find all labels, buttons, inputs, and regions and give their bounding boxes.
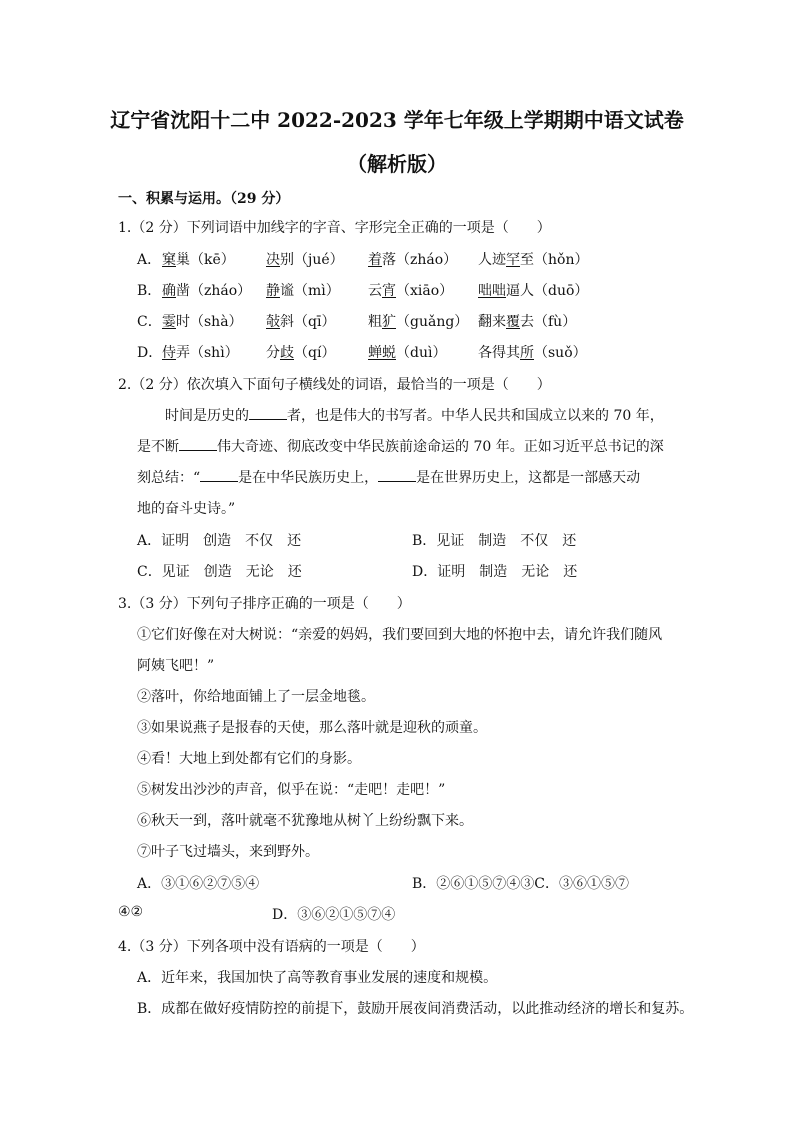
question-1-word: 着落（zháo）: [368, 252, 458, 268]
question-3-sentence: ④看！大地上到处都有它们的身影。: [137, 751, 361, 767]
underlined-character: 覆: [506, 314, 520, 330]
question-3-sentence: ②落叶，你给地面铺上了一层金地毯。: [137, 689, 375, 705]
question-3-stem: 3.（3 分）下列句子排序正确的一项是（ ）: [118, 596, 411, 612]
question-2-passage-line4: 地的奋斗史诗。”: [137, 501, 236, 517]
question-1-option-letter: D．: [137, 345, 163, 361]
question-1-word: 人迹罕至（hǒn）: [478, 252, 589, 268]
question-4-option-b: B．成都在做好疫情防控的前提下，鼓励开展夜间消费活动，以此推动经济的增长和复苏。: [137, 1001, 694, 1017]
underlined-character: 侍: [162, 345, 176, 361]
question-2-option-d: D．证明 制造 无论 还: [412, 564, 578, 580]
underlined-character: 静: [266, 283, 280, 299]
question-3-option-c-cont: ④②: [118, 904, 144, 920]
question-2-passage-line2: 是不断 伟大奇迹、彻底改变中华民族前途命运的 70 年。正如习近平总书记的深: [137, 439, 664, 455]
question-1-word: 咄咄逼人（duō）: [478, 283, 589, 299]
fill-blank[interactable]: [249, 407, 287, 420]
document-subtitle: （解析版）: [347, 152, 447, 176]
question-2-passage-line3: 刻总结：“ 是在中华民族历史上， 是在世界历史上，这都是一部感天动: [137, 470, 641, 486]
question-1-word: 粗犷（guǎng）: [368, 314, 469, 330]
question-3-option-d: D．③⑥②①⑤⑦④: [272, 907, 396, 923]
fill-blank[interactable]: [200, 469, 238, 482]
question-1-word: 云宵（xiāo）: [368, 283, 454, 299]
question-1-word: 确凿（zháo）: [162, 283, 252, 299]
question-3-sentence: ⑦叶子飞过墙头，来到野外。: [137, 844, 319, 860]
fill-blank[interactable]: [179, 438, 217, 451]
question-1-word: 侍弄（shì）: [162, 345, 239, 361]
question-3-sentence: ⑥秋天一到，落叶就毫不犹豫地从树丫上纷纷飘下来。: [137, 813, 473, 829]
underlined-character: 咄咄: [478, 283, 506, 299]
question-1-word: 蝉蜕（duì）: [368, 345, 447, 361]
question-4-stem: 4.（3 分）下列各项中没有语病的一项是（ ）: [118, 939, 425, 955]
question-2-stem: 2.（2 分）依次填入下面句子横线处的词语，最恰当的一项是（ ）: [118, 377, 551, 393]
underlined-character: 窠: [162, 252, 176, 268]
underlined-character: 歧: [280, 345, 294, 361]
question-3-option-a: A．③①⑥②⑦⑤④: [137, 876, 260, 892]
underlined-character: 霎: [162, 314, 176, 330]
underlined-character: 敧: [266, 314, 280, 330]
underlined-character: 所: [520, 345, 534, 361]
question-1-word: 静谧（mì）: [266, 283, 340, 299]
section-heading: 一、积累与运用。（29 分）: [118, 191, 290, 207]
question-2-option-c: C．见证 创造 无论 还: [137, 564, 302, 580]
question-1-word: 翻来覆去（fù）: [478, 314, 577, 330]
question-2-option-a: A．证明 创造 不仅 还: [137, 533, 302, 549]
question-1-option-letter: C．: [137, 314, 162, 330]
question-2-passage-line1: 时间是历史的 者，也是伟大的书写者。中华人民共和国成立以来的 70 年，: [165, 408, 664, 424]
question-1-word: 分歧（qí）: [266, 345, 336, 361]
question-1-stem: 1.（2 分）下列词语中加线字的字音、字形完全正确的一项是（ ）: [118, 220, 551, 236]
underlined-character: 蝉蜕: [368, 345, 396, 361]
underlined-character: 确: [162, 283, 176, 299]
question-1-word: 窠巢（kē）: [162, 252, 235, 268]
question-1-word: 各得其所（suǒ）: [478, 345, 587, 361]
underlined-character: 着: [368, 252, 382, 268]
question-1-word: 敧斜（qī）: [266, 314, 336, 330]
question-1-word: 霎时（shà）: [162, 314, 243, 330]
question-2-option-b: B．见证 制造 不仅 还: [412, 533, 577, 549]
question-4-option-a: A．近年来，我国加快了高等教育事业发展的速度和规模。: [137, 970, 498, 986]
fill-blank[interactable]: [378, 469, 416, 482]
question-3-option-b: B．②⑥①⑤⑦④③C．③⑥①⑤⑦: [412, 876, 629, 892]
question-3-sentence: ③如果说燕子是报春的天使，那么落叶就是迎秋的顽童。: [137, 720, 487, 736]
document-title: 辽宁省沈阳十二中 2022-2023 学年七年级上学期期中语文试卷: [110, 108, 684, 132]
question-3-sentence: ①它们好像在对大树说：“亲爱的妈妈，我们要回到大地的怀抱中去，请允许我们随风: [137, 627, 663, 643]
question-1-word: 决别（jué）: [266, 252, 344, 268]
underlined-character: 罕: [506, 252, 520, 268]
question-3-sentence: 阿姨飞吧！”: [137, 658, 215, 674]
question-1-option-letter: B．: [137, 283, 162, 299]
underlined-character: 犷: [382, 314, 396, 330]
question-1-option-letter: A．: [137, 252, 162, 268]
underlined-character: 宵: [382, 283, 396, 299]
question-3-sentence: ⑤树发出沙沙的声音，似乎在说：“走吧！走吧！”: [137, 782, 446, 798]
underlined-character: 决: [266, 252, 280, 268]
